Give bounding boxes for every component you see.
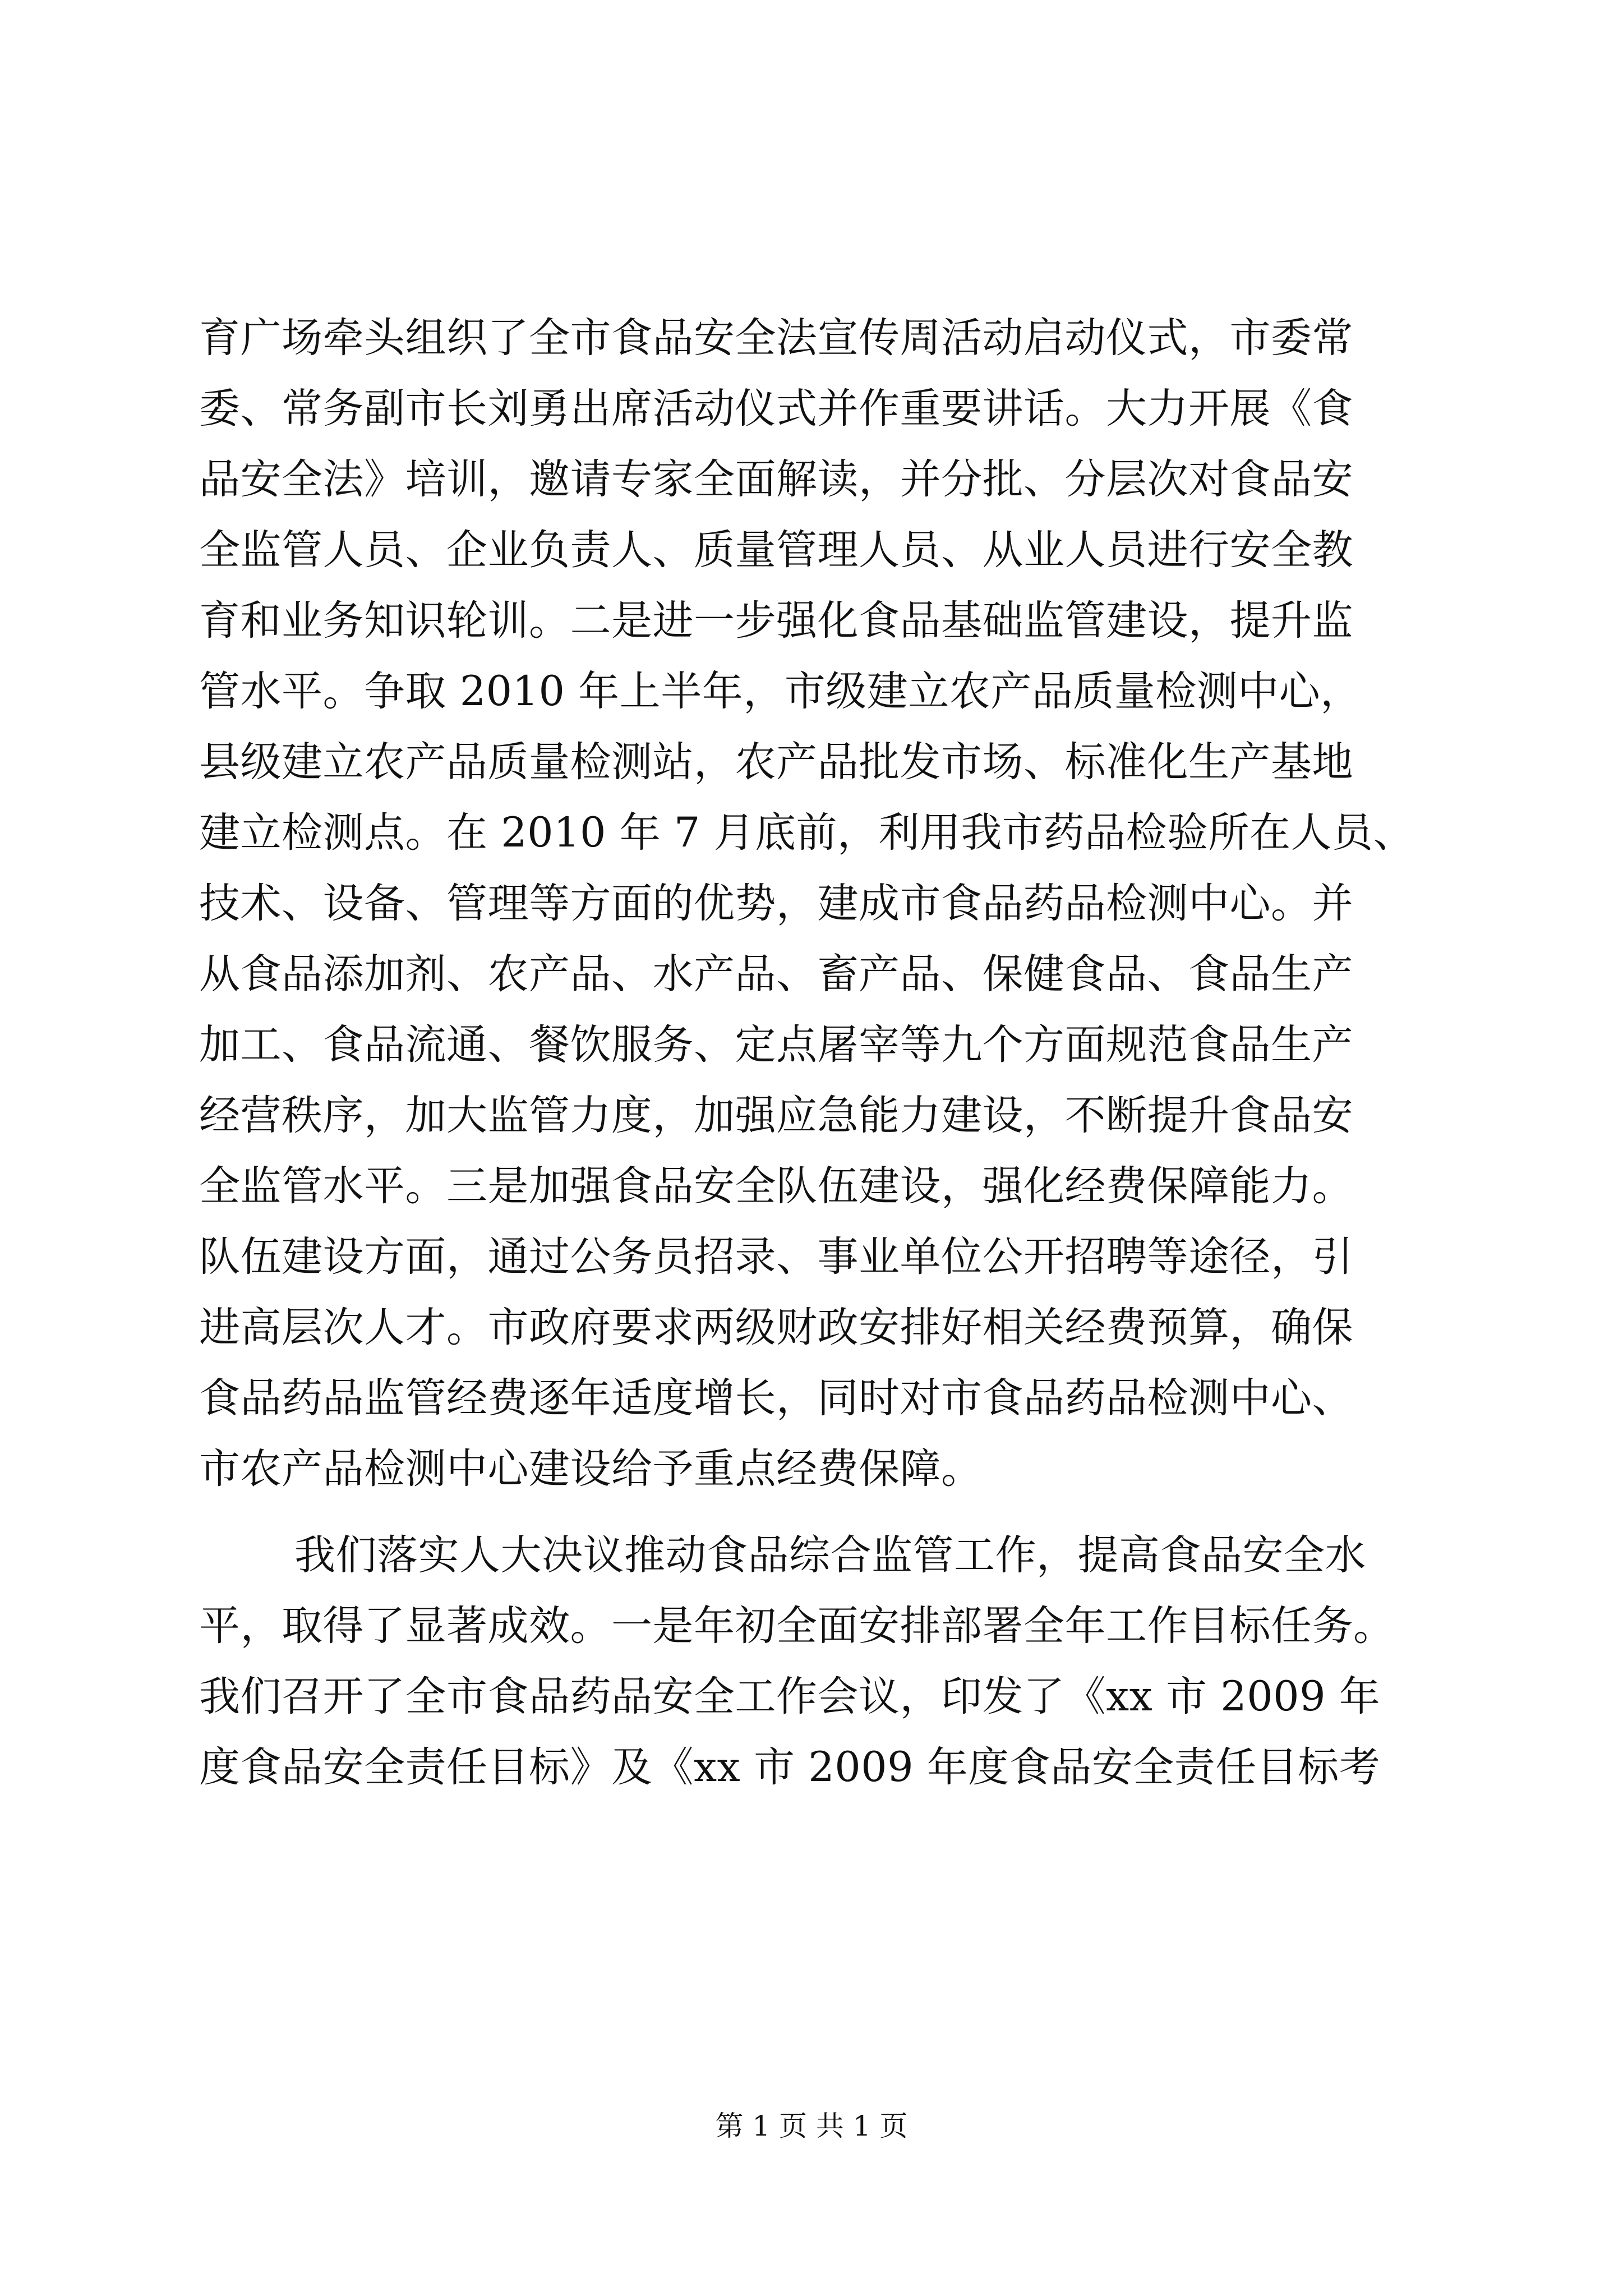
paragraph-2 [199,1520,1427,1803]
text-line: 市农产品检测中心建设给予重点经费保障。 [199,1445,983,1493]
text-line: 育和业务知识轮训。二是进一步强化食品基础监管建设，提升监 [199,597,1353,645]
text-line: 育广场牵头组织了全市食品安全法宣传周活动启动仪式，市委常 [199,314,1353,362]
text-line: 管水平。争取 2010 年上半年，市级建立农产品质量检测中心， [199,668,1362,715]
text-line: 进高层次人才。市政府要求两级财政安排好相关经费预算，确保 [199,1304,1353,1351]
paragraph-1 [199,303,1427,1504]
text-line: 加工、食品流通、餐饮服务、定点屠宰等九个方面规范食品生产 [199,1021,1353,1069]
text-line: 平，取得了显著成效。一是年初全面安排部署全年工作目标任务。 [199,1602,1395,1650]
text-line: 我们落实人大决议推动食品综合监管工作，提高食品安全水 [294,1531,1366,1579]
paragraph-gap [199,1504,1427,1520]
text-line: 品安全法》培训，邀请专家全面解读，并分批、分层次对食品安 [199,455,1353,503]
text-line: 技术、设备、管理等方面的优势，建成市食品药品检测中心。并 [199,880,1353,927]
page-footer: 第 1 页 共 1 页 [715,2110,908,2142]
text-line: 经营秩序，加大监管力度，加强应急能力建设，不断提升食品安 [199,1092,1353,1139]
text-line: 队伍建设方面，通过公务员招录、事业单位公开招聘等途径，引 [199,1233,1353,1281]
text-line: 委、常务副市长刘勇出席活动仪式并作重要讲话。大力开展《食 [199,385,1353,432]
text-line: 食品药品监管经费逐年适度增长，同时对市食品药品检测中心、 [199,1374,1353,1422]
document-body [199,303,1427,1803]
text-line: 从食品添加剂、农产品、水产品、畜产品、保健食品、食品生产 [199,950,1353,998]
text-line: 我们召开了全市食品药品安全工作会议，印发了《xx 市 2009 年 [199,1673,1381,1720]
text-line: 县级建立农产品质量检测站，农产品批发市场、标准化生产基地 [199,738,1353,786]
text-line: 度食品安全责任目标》及《xx 市 2009 年度食品安全责任目标考 [199,1743,1381,1791]
text-line: 建立检测点。在 2010 年 7 月底前，利用我市药品检验所在人员、 [199,809,1415,857]
text-line: 全监管人员、企业负责人、质量管理人员、从业人员进行安全教 [199,526,1353,574]
text-line: 全监管水平。三是加强食品安全队伍建设，强化经费保障能力。 [199,1162,1353,1210]
